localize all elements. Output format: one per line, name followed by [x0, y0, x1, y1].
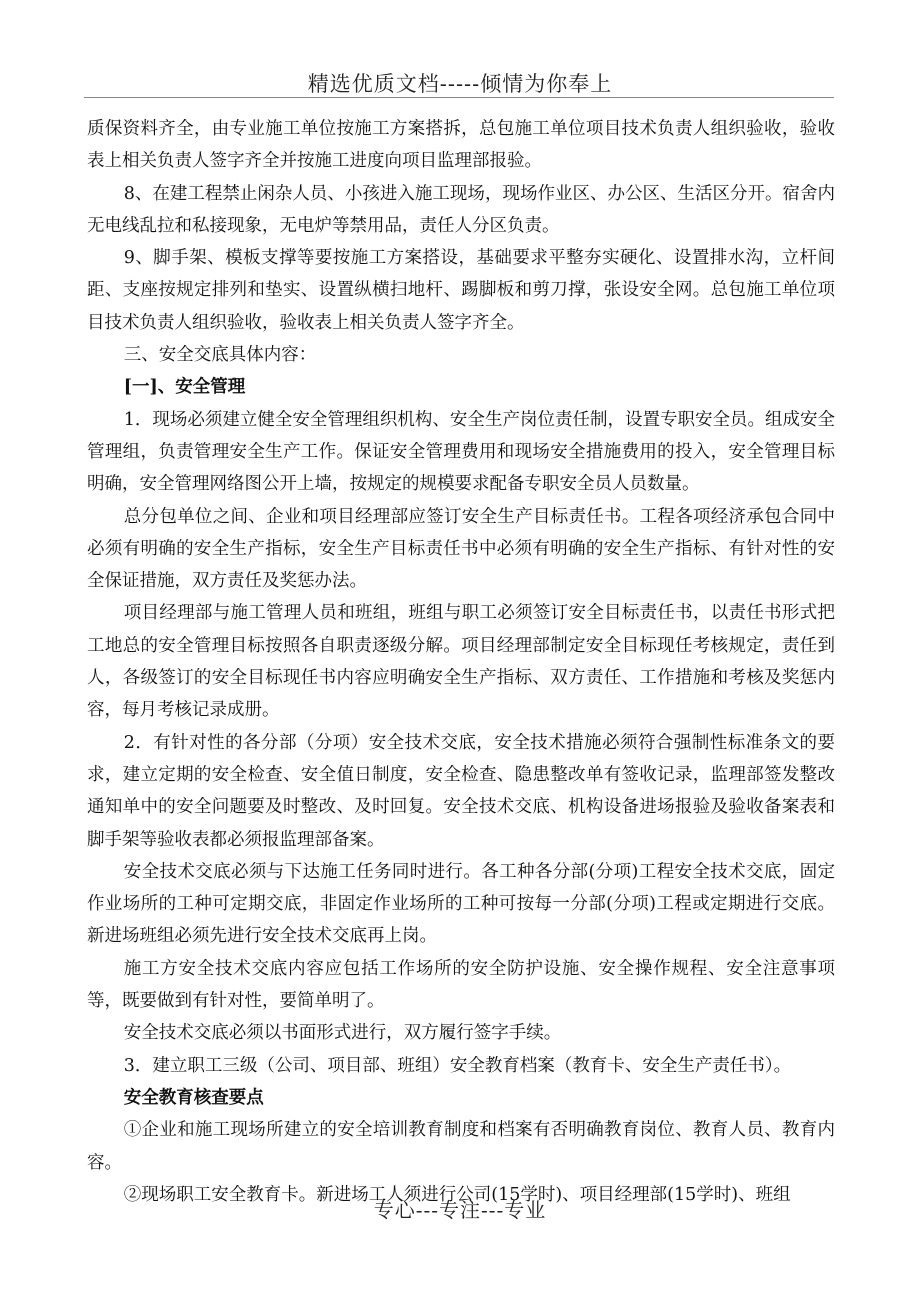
paragraph: 8、在建工程禁止闲杂人员、小孩进入施工现场，现场作业区、办公区、生活区分开。宿舍内无电线乱拉和私接现象，无电炉等禁用品，责任人分区负责。 — [87, 183, 835, 236]
paragraph: 安全技术交底必须与下达施工任务同时进行。各工种各分部(分项)工程安全技术交底，固定作业场所的工种可定期交底，非固定作业场所的工种可按每一分部(分项)工程或定期进行交底。新进场班组必须先进行安全技术交底再上岗。 — [87, 861, 835, 947]
paragraph: ①企业和施工现场所建立的安全培训教育制度和档案有否明确教育岗位、教育人员、教育内容。 — [87, 1120, 835, 1173]
paragraph: 项目经理部与施工管理人员和班组，班组与职工必须签订安全目标责任书，以责任书形式把工地总的安全管理目标按照各自职责逐级分解。项目经理部制定安全目标现任考核规定，责任到人，各级签订的安全目标现任书内容应明确安全生产指标、双方责任、工作措施和考核及奖惩内容，每月考核记录成册。 — [87, 603, 835, 721]
paragraph: 总分包单位之间、企业和项目经理部应签订安全生产目标责任书。工程各项经济承包合同中必须有明确的安全生产指标，安全生产目标责任书中必须有明确的安全生产指标、有针对性的安全保证措施，双方责任及奖惩办法。 — [87, 506, 835, 592]
paragraph: 1．现场必须建立健全安全管理组织机构、安全生产岗位责任制，设置专职安全员。组成安全管理组，负责管理安全生产工作。保证安全管理费用和现场安全措施费用的投入，安全管理目标明确，安全管理网络图公开上墙，按规定的规模要求配备专职安全员人员数量。 — [87, 409, 835, 495]
header-divider — [84, 97, 834, 98]
page-header: 精选优质文档-----倾情为你奉上 — [307, 72, 613, 96]
subsection-heading: 安全教育核查要点 — [123, 1087, 264, 1108]
subsection-heading: [一]、安全管理 — [123, 377, 246, 398]
paragraph: 安全技术交底必须以书面形式进行，双方履行签字手续。 — [123, 1023, 562, 1044]
page-footer: 专心---专注---专业 — [373, 1198, 547, 1222]
paragraph: 质保资料齐全，由专业施工单位按施工方案搭拆，总包施工单位项目技术负责人组织验收，验收表上相关负责人签字齐全并按施工进度向项目监理部报验。 — [87, 119, 835, 172]
section-heading: 三、安全交底具体内容： — [123, 345, 317, 366]
paragraph: 施工方安全技术交底内容应包括工作场所的安全防护设施、安全操作规程、安全注意事项等，既要做到有针对性，要简单明了。 — [87, 958, 835, 1012]
paragraph: 2．有针对性的各分部（分项）安全技术交底，安全技术措施必须符合强制性标准条文的要求，建立定期的安全检查、安全值日制度，安全检查、隐患整改单有签收记录，监理部签发整改通知单中的安全问题要及时整改、及时回复。安全技术交底、机构设备进场报验及验收备案表和脚手架等验收表都必须报监理部备案。 — [87, 732, 835, 850]
paragraph: ②现场职工安全教育卡。新进场工人须进行公司(15学时)、项目经理部(15学时)、班组 — [123, 1184, 791, 1205]
paragraph: 3．建立职工三级（公司、项目部、班组）安全教育档案（教育卡、安全生产责任书）。 — [123, 1055, 792, 1076]
paragraph: 9、脚手架、模板支撑等要按施工方案搭设，基础要求平整夯实硬化、设置排水沟，立杆间距、支座按规定排列和垫实、设置纵横扫地杆、踢脚板和剪刀撑，张设安全网。总包施工单位项目技术负责人组织验收，验收表上相关负责人签字齐全。 — [87, 248, 835, 333]
document-body — [87, 113, 835, 1211]
